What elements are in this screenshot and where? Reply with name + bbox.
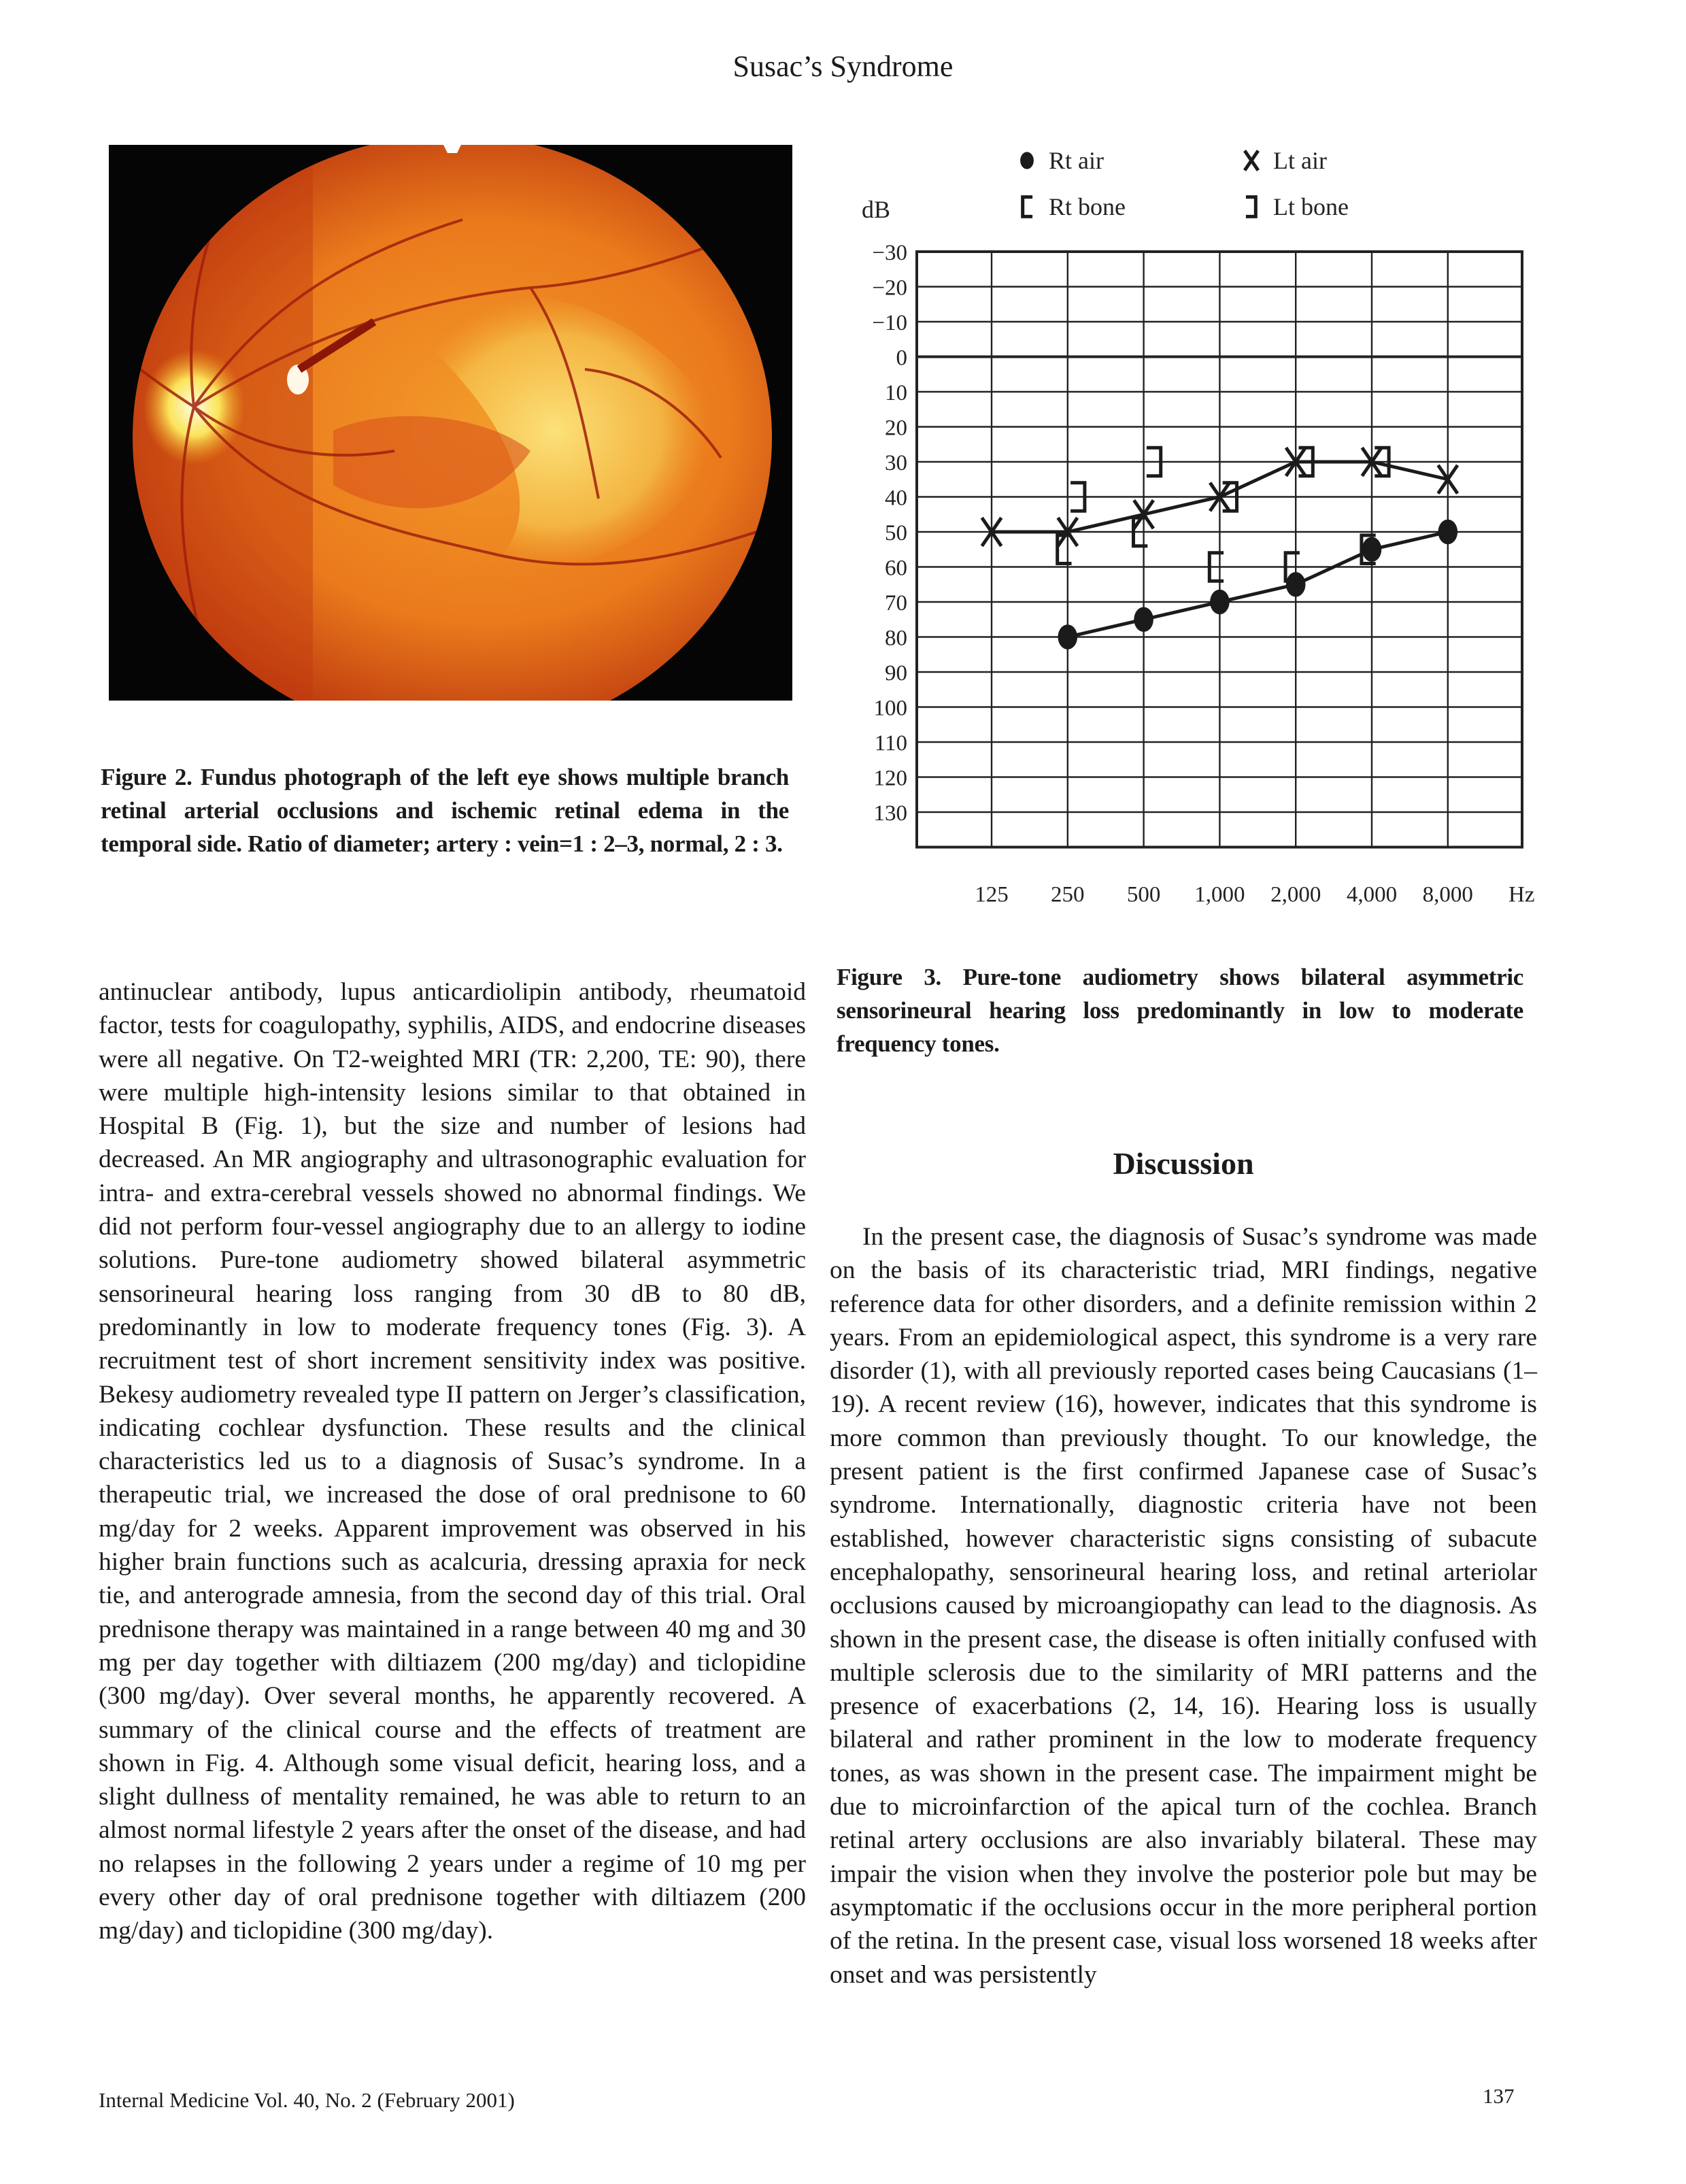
body-paragraph: antinuclear antibody, lupus anticardiolipin antibody, rheumatoid factor, tests for coagulopathy, syphilis, AIDS, and endocrine diseases were all negative. On T2-weighted MRI (TR: 2,200, TE: 90), there were multiple high-intensity lesions similar to that obtained in Hospital B (Fig. 1), but the size and number of lesions had decreased. An MR angiography and ultrasonographic evaluation for intra- and extra-cerebral vessels showed no abnormal findings. We did not perform four-vessel angiography due to an allergy to iodine solutions. Pure-tone audiometry showed bilateral asymmetric sensorineural hearing loss ranging from 30 dB to 80 dB, predominantly in low to moderate frequency tones (Fig. 3). A recruitment test of short increment sensitivity index was positive. Bekesy audiometry revealed type II pattern on Jerger’s classification, indicating cochlear dysfunction. These results and the clinical characteristics led us to a diagnosis of Susac’s syndrome. In a therapeutic trial, we increased the dose of oral prednisone to 60 mg/day for 2 weeks. Apparent improvement was observed in his higher brain functions such as acalcuria, dressing apraxia for neck tie, and anterograde amnesia, from the second day of this trial. Oral prednisone therapy was maintained in a range between 40 mg and 30 mg per day together with diltiazem (200 mg/day) and ticlopidine (300 mg/day). Over several months, he apparently recovered. A summary of the clinical course and the effects of treatment are shown in Fig. 4. Although some visual deficit, hearing loss, and a slight dullness of mentality remained, he was able to return to an almost normal lifestyle 2 years after the onset of the disease, and had no relapses in the following 2 years under a regime of 10 mg per every other day of oral prednisone together with diltiazem (200 mg/day) and ticlopidine (300 mg/day). [99,978,806,1945]
legend-label: Lt air [1273,147,1327,174]
left-column-text [99,975,806,1948]
rt-bone-marker-icon [1023,197,1032,217]
y-tick-label: 30 [885,451,907,475]
x-tick-label: 125 [975,882,1009,907]
discussion-heading: Discussion [1113,1146,1254,1181]
y-tick-label: 0 [896,346,907,371]
x-tick-label: 1,000 [1194,882,1245,907]
rt-air-marker-icon [1134,607,1153,632]
figure-3-caption: Figure 3. Pure-tone audiometry shows bilateral asymmetric sensorineural hearing loss predominantly in low to moderate frequency tones. [837,964,1523,1057]
rt-air-marker-icon [1210,590,1230,614]
x-tick-label: 2,000 [1270,882,1321,907]
running-title: Susac’s Syndrome [732,50,954,83]
series-line [1068,532,1448,637]
y-tick-label: −30 [872,241,907,265]
discussion-paragraph: In the present case, the diagnosis of Susac’s syndrome was made on the basis of its characteristic triad, MRI findings, negative reference data for other disorders, and a definite remission within 2 years. From an epidemiological aspect, this syndrome is a very rare disorder (1), with all previously reported cases being Caucasians (1–19). A recent review (16), however, indicates that this syndrome is more common than previously thought. To our knowledge, the present patient is the first confirmed Japanese case of Susac’s syndrome. Internationally, diagnostic criteria have not been established, however characteristic signs consisting of subacute encephalopathy, sensorineural hearing loss, and retinal arteriolar occlusions caused by microangiopathy can lead to the diagnosis. As shown in the present case, the disease is often initially confused with multiple sclerosis due to the similarity of MRI patterns and the presence of exacerbations (2, 14, 16). Hearing loss is usually bilateral and rather prominent in the low to moderate frequency tones, as was shown in the present case. The impairment might be due to microinfarction of the apical turn of the cochlea. Branch retinal artery occlusions are also invariably bilateral. These may impair the vision when they involve the posterior pole but may be asymptomatic if the occlusions occur in the more peripheral portion of the retina. In the present case, visual loss worsened 18 weeks after onset and was persistently [830,1223,1537,1989]
y-tick-label: 110 [874,731,907,756]
rt-air-marker-icon [1362,537,1382,562]
x-tick-label: 250 [1051,882,1085,907]
y-tick-label: 10 [885,381,907,405]
fundus-photograph [109,145,792,701]
rt-air-marker-icon [1020,152,1034,169]
y-tick-label: 50 [885,521,907,545]
y-unit-label: dB [861,196,891,223]
legend-label: Rt bone [1049,193,1126,220]
audiogram-svg [816,122,1564,911]
x-tick-label: 8,000 [1422,882,1473,907]
x-tick-label: 500 [1126,882,1161,907]
y-tick-label: 20 [885,416,907,441]
journal-citation: Internal Medicine Vol. 40, No. 2 (February 2001) [99,2088,515,2112]
y-tick-label: 120 [873,766,907,791]
rt-air-marker-icon [1438,520,1458,544]
fundus-image [109,145,792,701]
y-tick-label: 70 [885,591,907,616]
y-tick-label: 90 [885,661,907,686]
legend-label: Rt air [1049,147,1104,174]
figure-2-caption: Figure 2. Fundus photograph of the left eye shows multiple branch retinal arterial occlusions and ischemic retinal edema in the temporal side. Ratio of diameter; artery : vein=1 : 2–3, normal, 2 : 3. [101,764,789,857]
y-tick-label: 80 [885,626,907,651]
legend-label: Lt bone [1273,193,1349,220]
y-tick-label: 130 [873,801,907,826]
rt-air-marker-icon [1286,572,1306,597]
y-tick-label: 100 [873,696,907,721]
rt-air-marker-icon [1058,624,1078,649]
y-tick-label: 60 [885,556,907,581]
page-number: 137 [1483,2084,1515,2108]
x-tick-label: 4,000 [1346,882,1398,907]
audiogram-chart [816,122,1564,911]
y-tick-label: −20 [872,275,907,301]
right-column-text [830,1220,1537,1992]
x-unit-label: Hz [1508,882,1535,907]
lt-bone-marker-icon [1246,197,1255,217]
y-tick-label: 40 [885,486,907,511]
y-tick-label: −10 [872,311,907,335]
